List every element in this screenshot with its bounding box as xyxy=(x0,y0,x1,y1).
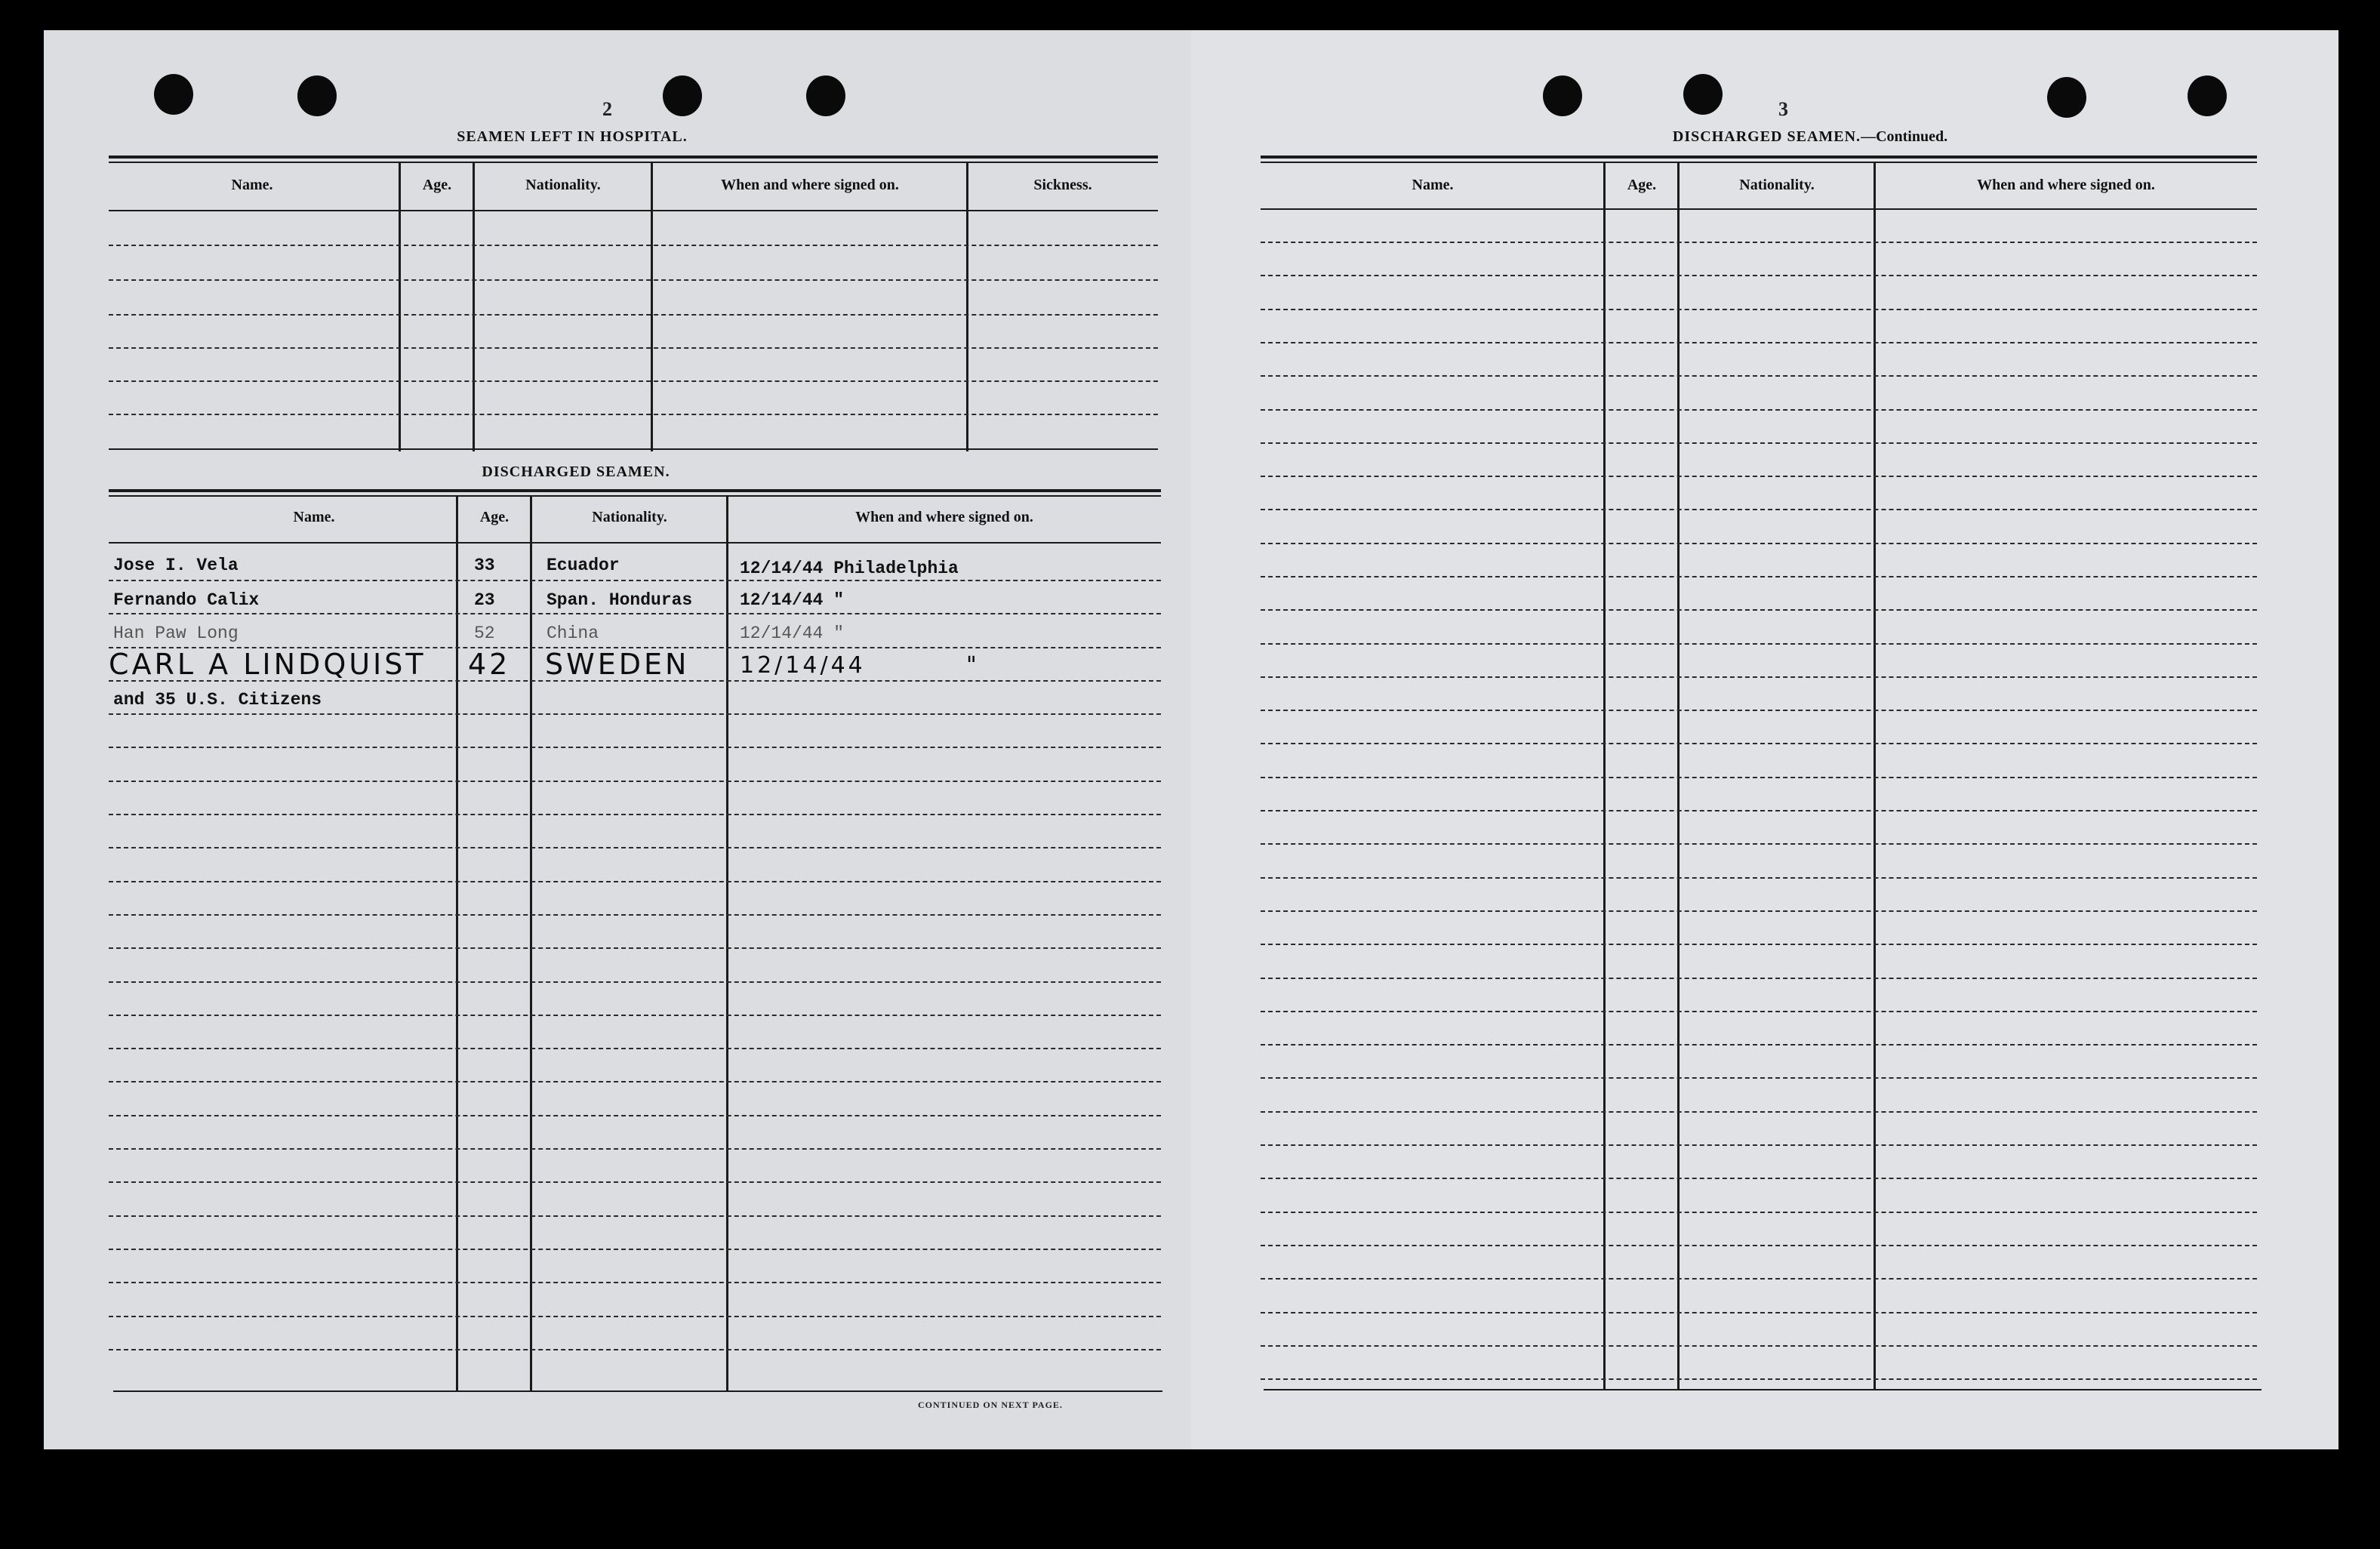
column-header-nationality: Nationality. xyxy=(525,177,601,193)
table-row xyxy=(1261,576,2257,577)
column-divider xyxy=(530,495,532,1392)
table-row xyxy=(109,947,1161,949)
table-row xyxy=(1261,1312,2257,1313)
column-divider xyxy=(1874,162,1876,1389)
seaman-signed-on: 12/14/44 " xyxy=(740,590,845,610)
discharged-section-title: DISCHARGED SEAMEN. xyxy=(482,463,670,480)
table-row xyxy=(1261,710,2257,711)
page-number: 3 xyxy=(1778,98,1788,120)
punch-hole xyxy=(663,75,702,116)
column-header-sickness: Sickness. xyxy=(1033,177,1092,193)
table-row xyxy=(109,1215,1161,1217)
table-row xyxy=(1261,1345,2257,1347)
punch-hole xyxy=(1543,75,1582,116)
column-divider xyxy=(399,162,401,451)
punch-hole xyxy=(297,75,337,116)
column-header-signed-on: When and where signed on. xyxy=(855,509,1033,525)
table-row xyxy=(1261,1178,2257,1179)
table-row xyxy=(109,613,1161,614)
seaman-age: 33 xyxy=(474,556,495,575)
table-row xyxy=(109,814,1161,815)
column-divider xyxy=(1677,162,1680,1389)
hospital-section-title: SEAMEN LEFT IN HOSPITAL. xyxy=(457,128,688,145)
seaman-age: 52 xyxy=(474,624,495,643)
table-row xyxy=(1261,1144,2257,1146)
column-header-signed-on: When and where signed on. xyxy=(721,177,899,193)
seaman-nationality: China xyxy=(547,624,599,643)
table-row xyxy=(1261,843,2257,845)
punch-hole xyxy=(1683,74,1723,115)
column-header-age: Age. xyxy=(479,509,510,525)
table-row xyxy=(1261,1111,2257,1113)
table-bottom-rule xyxy=(109,448,1158,450)
column-divider xyxy=(726,495,728,1392)
table-row xyxy=(1261,1077,2257,1079)
table-row xyxy=(1261,1011,2257,1012)
page-number: 2 xyxy=(602,98,612,120)
table-row xyxy=(109,414,1158,415)
header-rule xyxy=(1261,208,2257,210)
left-page xyxy=(44,30,1191,1449)
table-bottom-rule xyxy=(113,1390,1162,1392)
table-row xyxy=(109,347,1158,349)
continued-footnote: CONTINUED ON NEXT PAGE. xyxy=(918,1400,1063,1410)
table-row xyxy=(1261,409,2257,411)
table-row xyxy=(1261,442,2257,444)
table-row xyxy=(1261,342,2257,343)
table-row xyxy=(109,1316,1161,1317)
table-row xyxy=(109,847,1161,848)
seaman-nationality-handwritten: SWEDEN xyxy=(545,648,690,681)
table-row xyxy=(1261,476,2257,477)
table-row xyxy=(1261,509,2257,510)
table-row xyxy=(109,580,1161,581)
punch-hole xyxy=(2188,75,2227,116)
seaman-name: Jose I. Vela xyxy=(113,556,239,575)
column-divider xyxy=(966,162,968,451)
table-row xyxy=(1261,910,2257,912)
table-row xyxy=(1261,643,2257,645)
table-row xyxy=(1261,877,2257,879)
table-top-rule xyxy=(1261,162,2257,163)
table-row xyxy=(109,1282,1161,1283)
table-row xyxy=(109,380,1158,382)
column-divider xyxy=(473,162,475,451)
column-header-name: Name. xyxy=(1412,177,1454,193)
seaman-nationality: Ecuador xyxy=(547,556,620,575)
table-row xyxy=(109,1249,1161,1250)
table-row xyxy=(1261,375,2257,377)
table-top-rule xyxy=(109,495,1161,497)
table-row xyxy=(109,914,1161,916)
punch-hole xyxy=(2047,77,2086,118)
table-top-rule xyxy=(109,162,1158,163)
table-bottom-rule xyxy=(1264,1389,2261,1390)
seaman-nationality: Span. Honduras xyxy=(547,590,693,610)
table-row xyxy=(109,1115,1161,1116)
summary-note: and 35 U.S. Citizens xyxy=(113,690,322,710)
table-row xyxy=(109,314,1158,316)
column-divider xyxy=(456,495,458,1392)
table-top-rule xyxy=(109,489,1161,492)
table-row xyxy=(109,781,1161,782)
table-row xyxy=(109,1148,1161,1150)
table-row xyxy=(109,881,1161,882)
column-header-age: Age. xyxy=(1627,177,1657,193)
table-row xyxy=(109,1081,1161,1082)
table-row xyxy=(1261,1245,2257,1246)
column-header-nationality: Nationality. xyxy=(592,509,667,525)
table-top-rule xyxy=(1261,156,2257,159)
table-row xyxy=(109,1015,1161,1016)
column-header-age: Age. xyxy=(422,177,452,193)
table-row xyxy=(109,1181,1161,1183)
table-row xyxy=(1261,743,2257,744)
table-row xyxy=(1261,978,2257,979)
table-row xyxy=(109,981,1161,983)
table-row xyxy=(1261,1044,2257,1045)
seaman-signed-on: 12/14/44 " xyxy=(740,624,845,643)
table-row xyxy=(1261,676,2257,678)
table-row xyxy=(1261,1378,2257,1380)
table-row xyxy=(1261,242,2257,243)
table-top-rule xyxy=(109,156,1158,159)
seaman-name: Fernando Calix xyxy=(113,590,260,610)
column-divider xyxy=(651,162,653,451)
table-row xyxy=(1261,1212,2257,1213)
seaman-signed-on: 12/14/44 Philadelphia xyxy=(740,559,959,578)
seaman-name: Han Paw Long xyxy=(113,624,239,643)
table-row xyxy=(1261,309,2257,310)
table-row xyxy=(109,1048,1161,1049)
discharged-continued-title xyxy=(1599,128,2021,146)
table-row xyxy=(1261,1278,2257,1280)
table-row xyxy=(109,1349,1161,1350)
table-row xyxy=(1261,810,2257,811)
seaman-name-handwritten: CARL A LINDQUIST xyxy=(109,648,426,681)
table-row xyxy=(1261,944,2257,945)
column-header-name: Name. xyxy=(293,509,335,525)
table-row xyxy=(109,279,1158,281)
punch-hole xyxy=(806,75,845,116)
column-header-nationality: Nationality. xyxy=(1739,177,1815,193)
table-row xyxy=(1261,777,2257,778)
seaman-age-handwritten: 42 xyxy=(468,648,511,681)
table-row xyxy=(1261,609,2257,611)
punch-hole xyxy=(154,74,193,115)
table-row xyxy=(109,245,1158,246)
column-header-name: Name. xyxy=(231,177,273,193)
title-main: DISCHARGED SEAMEN. xyxy=(1672,128,1861,145)
table-row xyxy=(1261,275,2257,276)
document-sheet xyxy=(44,30,2338,1449)
column-divider xyxy=(1603,162,1606,1389)
header-rule xyxy=(109,210,1158,211)
seaman-signed-on-handwritten: 12/14/44 xyxy=(740,652,866,679)
table-row xyxy=(109,747,1161,748)
column-header-signed-on: When and where signed on. xyxy=(1977,177,2155,193)
seaman-age: 23 xyxy=(474,590,495,610)
table-row xyxy=(1261,543,2257,544)
ditto-mark: " xyxy=(966,652,980,679)
title-suffix: —Continued. xyxy=(1861,128,1948,145)
header-rule xyxy=(109,542,1161,544)
table-row xyxy=(109,713,1161,715)
right-page xyxy=(1191,30,2338,1449)
